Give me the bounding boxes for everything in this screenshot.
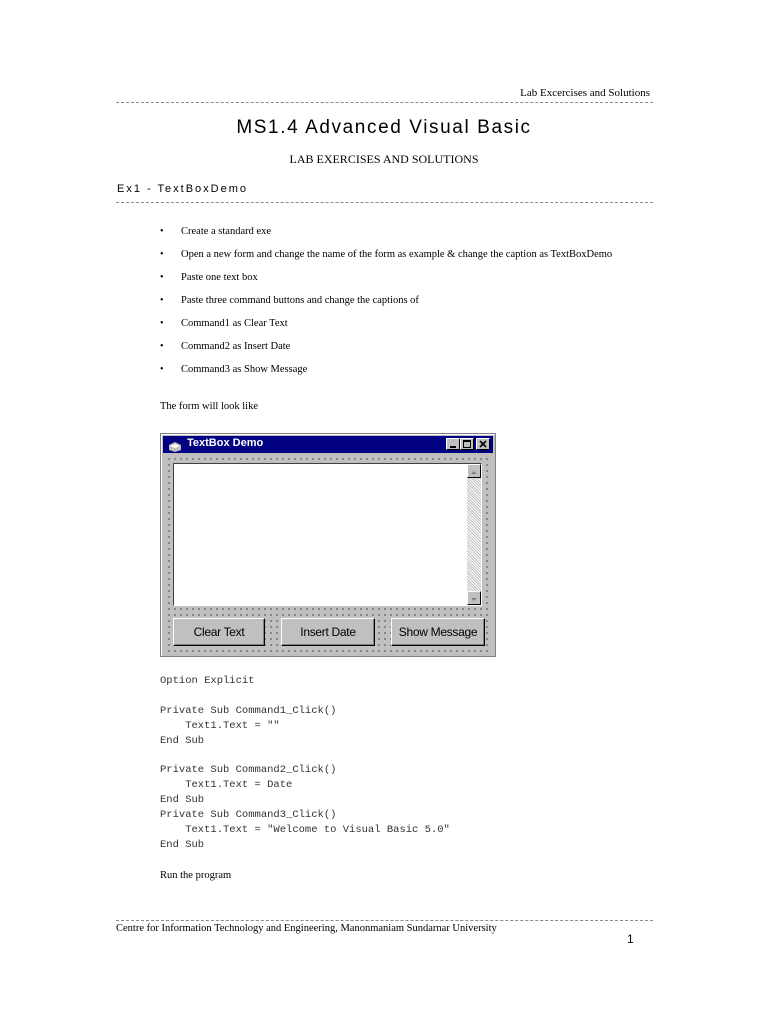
list-item [160,292,651,309]
show-message-button[interactable]: Show Message [391,618,485,646]
bullet: • [160,249,164,260]
step-text: Command1 as Clear Text [181,318,288,329]
bullet: • [160,364,164,375]
bullet: • [160,341,164,352]
maximize-button[interactable] [460,438,474,450]
close-button[interactable] [476,438,490,450]
steps-list [160,223,651,384]
scroll-down-arrow-icon [468,593,480,605]
minimize-button[interactable] [446,438,460,450]
minimize-icon [448,440,458,448]
vb-form-window [160,433,496,657]
text1-textbox[interactable] [173,463,482,606]
list-item [160,315,651,332]
step-text: Paste one text box [181,272,258,283]
run-instruction: Run the program [160,870,232,881]
step-text: Command3 as Show Message [181,364,308,375]
footer-text: Centre for Information Technology and Engineering, Manonmaniam Sundarnar University [116,923,497,934]
exercise-divider [116,202,653,203]
scroll-down-button[interactable] [467,591,481,605]
step-text: Open a new form and change the name of the form as example & change the caption as TextBoxDemo [181,249,613,260]
code-listing: Option Explicit Private Sub Command1_Click() Text1.Text = "" End Sub Private Sub Command2_Click() Text1.Text = Date End Sub Private Sub Command3_Click() Text1.Text = "Welcome to Visual Basic 5.0" End Sub [160,675,450,851]
bullet: • [160,295,164,306]
list-item [160,223,651,240]
running-header: Lab Excercises and Solutions [520,87,650,99]
page-number: 1 [627,932,634,946]
form-intro-text: The form will look like [160,401,258,412]
vb-form-caption: TextBox Demo [187,437,264,449]
close-icon [478,440,488,448]
bullet: • [160,318,164,329]
vb-form-title-bar [163,436,493,453]
footer-divider [116,920,653,921]
list-item [160,269,651,286]
vertical-scrollbar[interactable] [467,464,481,605]
form-icon [169,439,181,449]
document-subtitle: LAB EXERCISES AND SOLUTIONS [289,152,479,166]
header-divider [116,102,653,103]
list-item [160,246,651,263]
exercise-heading: Ex1 - TextBoxDemo [117,183,249,195]
scroll-up-button[interactable] [467,464,481,478]
vb-form-client-area [165,455,491,652]
clear-text-button[interactable]: Clear Text [173,618,265,646]
list-item [160,338,651,355]
scroll-up-arrow-icon [468,466,480,478]
step-text: Create a standard exe [181,226,272,237]
step-text: Command2 as Insert Date [181,341,291,352]
maximize-icon [462,440,472,448]
step-text: Paste three command buttons and change the captions of [181,295,419,306]
list-item [160,361,651,378]
bullet: • [160,226,164,237]
insert-date-button[interactable]: Insert Date [281,618,375,646]
bullet: • [160,272,164,283]
document-title: MS1.4 Advanced Visual Basic [236,117,532,138]
